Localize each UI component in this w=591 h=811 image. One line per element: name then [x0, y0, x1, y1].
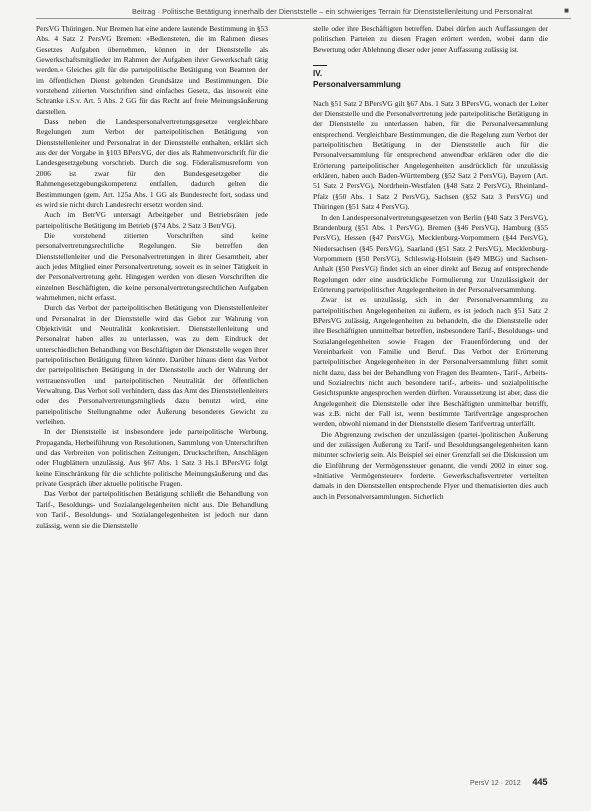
section-number: IV. — [313, 65, 327, 79]
right-column — [313, 24, 548, 502]
page-number: 445 — [532, 777, 548, 787]
paragraph: Auch im BetrVG untersagt Arbeitgeber und Betriebsräten jede parteipolitische Betätigung im Betrieb (§74 Abs. 2 Satz 3 BetrVG). — [36, 210, 268, 230]
paragraph: Durch das Verbot der parteipolitischen Betätigung von Dienststellenleiter und Personalrat in der Dienststelle wird das Gebot zur Wahrung von Objektivität und Neutralität konkretisiert. Dienststellenleitung und Personalrat haben alles zu unterlassen, was zu dem Eindruck der unterschiedlichen Behandlung von Beschäftigten der Dienststelle wegen ihrer parteipolitischen Betätigung führen könnte. Darüber hinaus dient das Verbot der parteipolitischen Betätigung in der Dienststelle auch der Wahrung der vertrauensvollen und parteipolitischen Neutralität der öffentlichen Verwaltung. Das Verbot soll verhindern, dass das Amt des Dienststellenleiters oder des Personalvertretungsmitglieds dazu benutzt wird, eine parteipolitische Stellungnahme oder Äußerung besonderes Gewicht zu verleihen. — [36, 303, 268, 427]
paragraph: stelle oder ihre Beschäftigten betreffen. Dabei dürfen auch Auffassungen der politischen Parteien zu diesen Fragen erörtert werden, wobei dann die Bewertung oder Ablehnung dieser oder jener Auffassung zulässig ist. — [313, 24, 548, 54]
paragraph: Das Verbot der parteipolitischen Betätigung schließt die Behandlung von Tarif-, Besoldungs- und Sozialangelegenheiten nicht aus. Die Behandlung von Tarif-, Besoldungs- und Sozialangelegenheiten ist jedoch nur dann zulässig, wenn sie die Dienststelle — [36, 489, 268, 530]
paragraph: PersVG Thüringen. Nur Bremen hat eine andere lautende Bestimmung in §53 Abs. 4 Satz 2 PersVG Bremen: »Bediensteten, die im Rahmen dieses Gesetzes Aufgaben übernehmen, können in der Dienststelle als Gewerkschaftsmitglieder im Rahmen der Aufgaben ihrer Gewerkschaft tätig werden.« Gleiches gilt für die parteipolitische Betätigung von Beamten der im öffentlichen Dienst geltenden Grundsätze und Bestimmungen. Die vorstehend zitierten Vorschriften sind einfaches Gesetz, das insoweit eine Schranke i.S.v. Art. 5 Abs. 2 GG für das Recht auf freie Meinungsäußerung darstellen. — [36, 24, 268, 116]
paragraph: In den Landespersonalvertretungsgesetzen von Berlin (§40 Satz 3 PersVG), Brandenburg (§51 Abs. 1 PersVG), Bremen (§46 PersVG), Hamburg (§55 PersVG), Hessen (§47 PersVG), Mecklenburg-Vorpommern (§44 PersVG), Niedersachsen (§45 PersVG), Saarland (§51 Satz 2 PersVG), Mecklenburg-Vorpommern (§50 PersVG), Schleswig-Holstein (§49 MBG) und Sachsen-Anhalt (§50 PersVG) findet sich an einer direkt auf Bezug auf entsprechende Regelungen oder eine ausdrückliche Formulierung zur Unzulässigkeit der Erörterung parteipolitischer Angelegenheiten in der Personalversammlung. — [313, 212, 548, 294]
paragraph: Die vorstehend zitierten Vorschriften sind keine personalvertretungsrechtliche Regelungen. Sie betreffen den Dienststellenleiter und die Personalvertretungen in ihrer Gesamtheit, aber auch jedes Mitglied einer Personalvertretung, soweit es in seiner Tätigkeit in der Personalvertretung geht. Hingegen werden von diesen Vorschriften die einzelnen Beschäftigten, die keine personalvertretungsrechtlichen Aufgaben wahrnehmen, nicht erfasst. — [36, 230, 268, 302]
paragraph: Die Abgrenzung zwischen der unzulässigen (partei-)politischen Äußerung und der zulässigen Äußerung zu Tarif- und Besoldungsangelegenheiten kann mitunter schwierig sein. Als Beispiel sei einer Grenzfall sei die Diskussion um die Einführung der Vermögenssteuer genannt, die vendi 2002 in einer sog. »Initiative Vermögensteuer« forderte. Gewerkschaftsvertreter verteilten damals in den Dienststellen entsprechende Flyer und thematisierten dies auch auch in Personalversammlungen. Sicherlich — [313, 429, 548, 501]
paragraph: Zwar ist es unzulässig, sich in der Personalversammlung zu parteipolitischen Angelegenheiten zu äußern, es ist jedoch nach §51 Satz 2 BPersVG zulässig, Angelegenheiten zu behandeln, die die Dienststelle oder ihre Beschäftigten unmittelbar betreffen, insbesondere Tarif-, Besoldungs- und Sozialangelegenheiten sowie Fragen der Frauenförderung und der Vereinbarkeit von Familie und Beruf. Das Verbot der Erörterung parteipolitischer Angelegenheiten in der Personalversammlung führt somit nicht dazu, dass bei der Behandlung von Fragen des Beamten-, Tarif-, Arbeits- und Sozialrechts nicht auch besondere tarif-, arbeits- und sozialpolitische Gesichtspunkte angesprochen werden dürften. Voraussetzung ist aber, dass die Angelegenheit die Dienststelle oder ihre Beschäftigten unmittelbar betrifft, was z.B. nicht der Fall ist, wenn bestimmte Tarifverträge angesprochen werden, obwohl niemand in der Dienststelle diesem Tarifvertrag unterfällt. — [313, 295, 548, 429]
paragraph: Nach §51 Satz 2 BPersVG gilt §67 Abs. 1 Satz 3 BPersVG, wonach der Leiter der Dienststelle und die Personalvertretung jede parteipolitische Betätigung in der Dienststelle zu unterlassen haben, für die Personalversammlung entsprechend. Vergleichbare Bestimmungen, die die Regelung zum Verbot der parteipolitischen Betätigung in der Dienststelle auch für die Personalversammlung für entsprechend anwendbar erklären oder die die Erörterung parteipolitischer Angelegenheiten ausdrücklich für unzulässig erklären, haben auch Baden-Württemberg (§52 Satz 2 PersVG), Bayern (Art. 51 Satz 2 PersVG), Nordrhein-Westfalen (§48 Satz 2 PersVG), Rheinland-Pfalz (§50 Abs. 1 Satz 2 PersVG), Sachsen (§52 Satz 3 PersVG) und Thüringen (§51 Satz 4 PersVG). — [313, 98, 548, 212]
journal-issue: PersV 12 · 2012 — [470, 780, 521, 787]
running-title: Beitrag · Politische Betätigung innerhalb der Dienststelle – ein schwieriges Terrain für Dienststellenleitung und Personalrat — [132, 7, 533, 16]
running-header — [36, 4, 571, 19]
section-title: Personalversammlung — [313, 80, 401, 90]
paragraph: In der Dienststelle ist insbesondere jede parteipolitische Werbung, Propaganda, Herbeiführung von Resolutionen, Sammlung von Unterschriften und das Verbreiten von politischen Zeitungen, Druckschriften, Anschlägen oder Flugblättern unzulässig. Aus §67 Abs. 1 Satz 3 Hs.1 BPersVG folgt keine Einschränkung für die schlichte politische Meinungsäußerung und das private Gespräch über aktuelle politische Fragen. — [36, 427, 268, 489]
section-marker-icon: ■ — [564, 6, 569, 15]
page-footer — [470, 777, 548, 787]
section-heading — [313, 65, 548, 91]
paragraph: Dass neben die Landespersonalvertretungsgesetze vergleichbare Regelungen zum Verbot der parteipolitischen Betätigung von Dienststellenleiter und Personalrat in der Dienststelle enthalten, erklärt sich aus der der Vorgabe in §103 BPersVG, der dies als Rahmenvorschrift für die Landesgesetzgebung vorschrieb. Durch die sog. Föderalismusreform von 2006 ist zwar für den Bundesgesetzgeber die Rahmengesetzgebungskompetenz entfallen, dadurch gelten die Bestimmungen (gem. Art. 125a Abs. 1 GG als Bundesrecht fort, sodass und es wird sie nicht durch Landesrecht ersetzt worden sind. — [36, 117, 268, 209]
left-column — [36, 24, 268, 531]
